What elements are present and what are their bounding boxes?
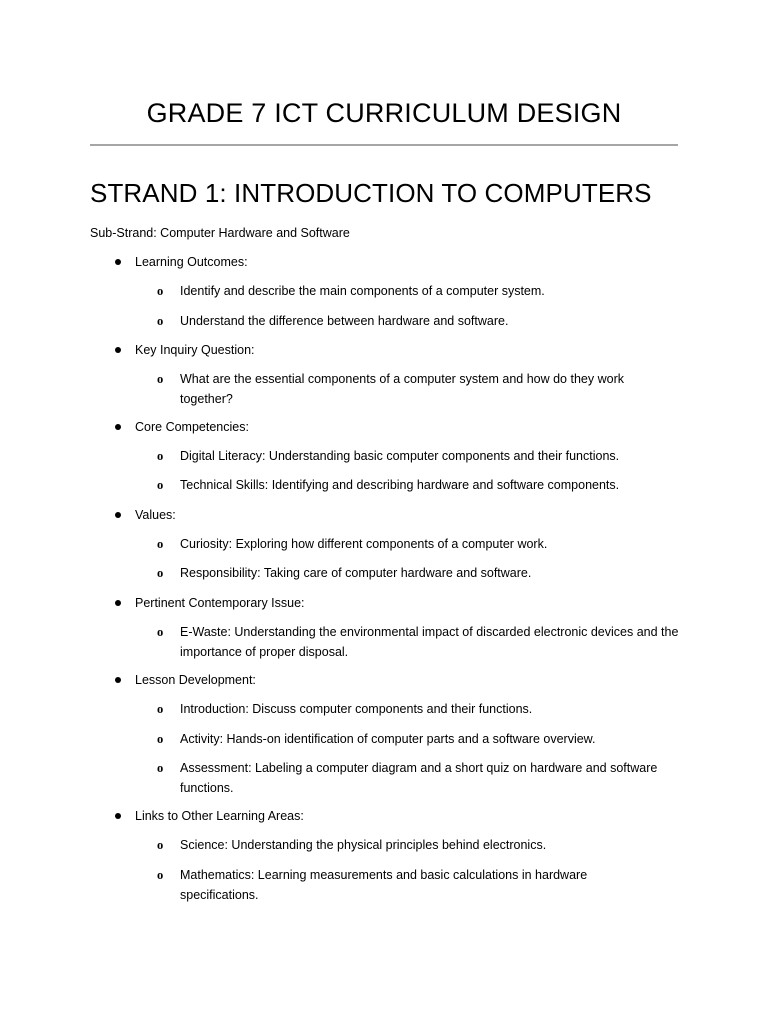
list-item: Curiosity: Exploring how different components of a computer work.	[180, 537, 548, 551]
sub-bullet-icon: o	[157, 732, 164, 746]
list-item: Identify and describe the main components of a computer system.	[180, 284, 545, 298]
bullet-icon	[115, 347, 121, 353]
list-item: E-Waste: Understanding the environmental impact of discarded electronic devices and the importance of proper disposal.	[180, 625, 679, 659]
list-item: Responsibility: Taking care of computer hardware and software.	[180, 566, 532, 580]
sub-bullet-icon: o	[157, 761, 164, 775]
bullet-icon	[115, 424, 121, 430]
strand-heading: STRAND 1: INTRODUCTION TO COMPUTERS	[90, 178, 652, 208]
document-title: GRADE 7 ICT CURRICULUM DESIGN	[146, 98, 622, 128]
list-item: Introduction: Discuss computer components and their functions.	[180, 702, 533, 716]
bullet-icon	[115, 813, 121, 819]
list-item: Technical Skills: Identifying and describing hardware and software components.	[180, 478, 620, 492]
bullet-icon	[115, 677, 121, 683]
sub-bullet-icon: o	[157, 449, 164, 463]
sub-bullet-icon: o	[157, 625, 164, 639]
list-item: What are the essential components of a computer system and how do they work together?	[180, 372, 624, 406]
list-item: Assessment: Labeling a computer diagram and a short quiz on hardware and software functions.	[180, 761, 658, 795]
list-item: Mathematics: Learning measurements and basic calculations in hardware specifications.	[180, 868, 588, 902]
section-label-links: Links to Other Learning Areas:	[135, 809, 304, 823]
list-item: Science: Understanding the physical principles behind electronics.	[180, 838, 547, 852]
bullet-icon	[115, 512, 121, 518]
sub-bullet-icon: o	[157, 537, 164, 551]
list-item: Activity: Hands-on identification of computer parts and a software overview.	[180, 732, 596, 746]
bullet-icon	[115, 259, 121, 265]
section-label-key-inquiry: Key Inquiry Question:	[135, 343, 255, 357]
bullet-icon	[115, 600, 121, 606]
sub-bullet-icon: o	[157, 284, 164, 298]
title-divider	[90, 144, 678, 146]
list-item: Understand the difference between hardware and software.	[180, 314, 509, 328]
section-label-values: Values:	[135, 508, 176, 522]
sub-bullet-icon: o	[157, 372, 164, 386]
sub-bullet-icon: o	[157, 314, 164, 328]
substrand-label: Sub-Strand: Computer Hardware and Software	[90, 226, 350, 240]
section-label-learning-outcomes: Learning Outcomes:	[135, 255, 248, 269]
sub-bullet-icon: o	[157, 868, 164, 882]
sub-bullet-icon: o	[157, 838, 164, 852]
section-label-lesson-development: Lesson Development:	[135, 673, 256, 687]
list-item: Digital Literacy: Understanding basic computer components and their functions.	[180, 449, 620, 463]
sub-bullet-icon: o	[157, 566, 164, 580]
section-label-contemporary-issue: Pertinent Contemporary Issue:	[135, 596, 305, 610]
section-label-core-competencies: Core Competencies:	[135, 420, 249, 434]
sub-bullet-icon: o	[157, 478, 164, 492]
sub-bullet-icon: o	[157, 702, 164, 716]
